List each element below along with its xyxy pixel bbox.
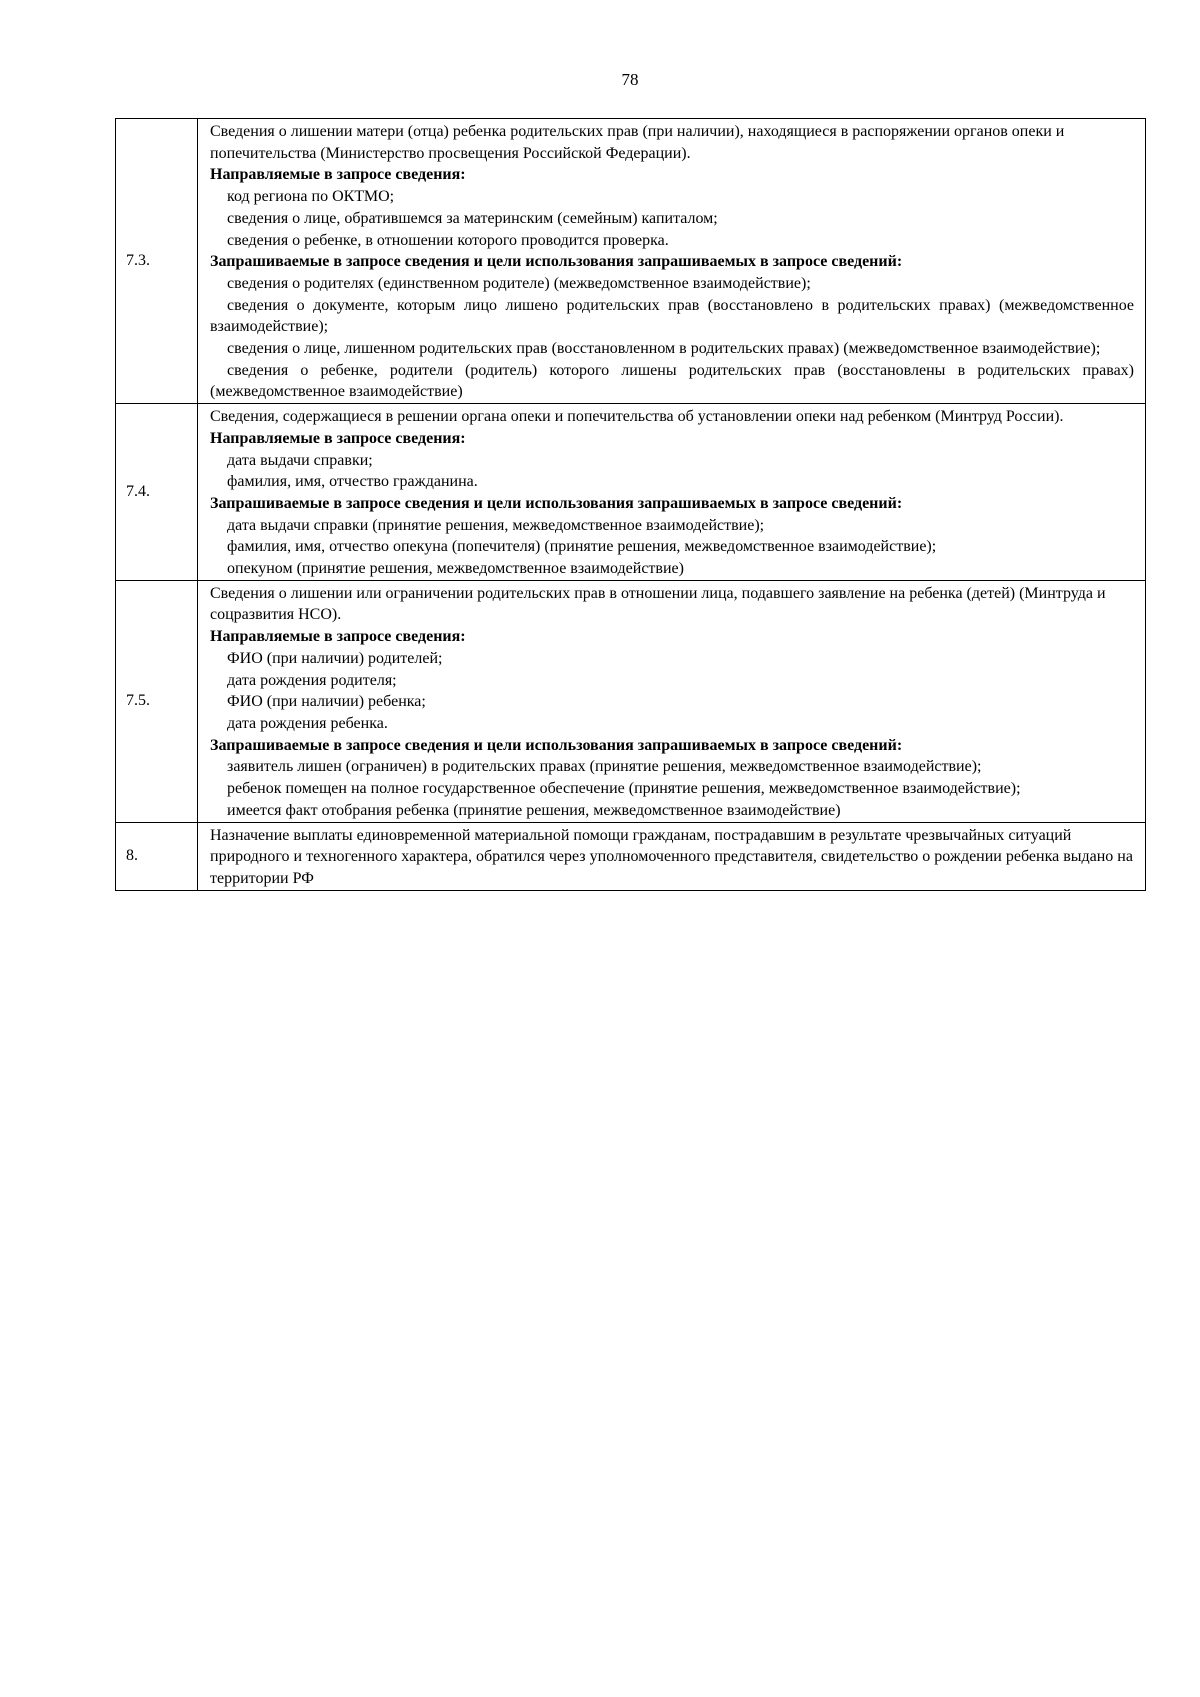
row-number: 7.3.: [116, 119, 198, 404]
table-row: [116, 580, 1146, 822]
requested-item: сведения о ребенке, родители (родитель) которого лишены родительских прав (восстановлены в родительских правах) (межведомственное взаимодействие): [210, 361, 1134, 401]
sent-item: дата рождения ребенка.: [227, 714, 388, 732]
sent-item: сведения о ребенке, в отношении которого проводится проверка.: [227, 231, 669, 249]
requested-item: заявитель лишен (ограничен) в родительских правах (принятие решения, межведомственное взаимодействие);: [227, 758, 982, 776]
requested-item: сведения о родителях (единственном родителе) (межведомственное взаимодействие);: [227, 274, 811, 292]
table-row: [116, 404, 1146, 581]
sent-item: дата рождения родителя;: [227, 671, 397, 689]
sent-item: фамилия, имя, отчество гражданина.: [227, 473, 478, 491]
sent-item: ФИО (при наличии) родителей;: [227, 649, 443, 667]
page-number: 78: [621, 70, 639, 89]
requested-heading: Запрашиваемые в запросе сведения и цели использования запрашиваемых в запросе сведений:: [210, 736, 903, 754]
row-intro: Сведения о лишении или ограничении родительских прав в отношении лица, подавшего заявление на ребенка (детей) (Минтруда и соцразвития НСО).: [210, 584, 1106, 624]
requested-heading: Запрашиваемые в запросе сведения и цели использования запрашиваемых в запросе сведений:: [210, 494, 903, 512]
sent-heading: Направляемые в запросе сведения:: [210, 429, 466, 447]
row-intro: Сведения, содержащиеся в решении органа опеки и попечительства об установлении опеки над ребенком (Минтруд России).: [210, 408, 1064, 426]
table-row: [116, 822, 1146, 890]
row-content: [198, 119, 1146, 404]
row-content: [198, 580, 1146, 822]
sent-item: код региона по ОКТМО;: [227, 188, 395, 206]
row-content: [198, 822, 1146, 890]
requested-item: сведения о лице, лишенном родительских прав (восстановленном в родительских правах) (межведомственное взаимодействие);: [227, 340, 1101, 358]
sent-heading: Направляемые в запросе сведения:: [210, 628, 466, 646]
sent-item: сведения о лице, обратившемся за материнским (семейным) капиталом;: [227, 209, 718, 227]
row-intro: Сведения о лишении матери (отца) ребенка родительских прав (при наличии), находящиеся в распоряжении органов опеки и попечительства (Министерство просвещения Российской Федерации).: [210, 123, 1065, 162]
sent-item: дата выдачи справки;: [227, 451, 373, 469]
row-number: 7.5.: [116, 580, 198, 822]
table-row: [116, 119, 1146, 404]
row-number: 8.: [116, 822, 198, 890]
requested-item: имеется факт отобрания ребенка (принятие решения, межведомственное взаимодействие): [227, 801, 841, 819]
row-intro: Назначение выплаты единовременной материальной помощи гражданам, пострадавшим в результате чрезвычайных ситуаций природного и техногенного характера, обратился через уполномоченного представителя, свидетельство о рождении ребенка выдано на территории РФ: [210, 826, 1133, 887]
requested-item: дата выдачи справки (принятие решения, межведомственное взаимодействие);: [227, 516, 765, 534]
row-content: [198, 404, 1146, 581]
sent-item: ФИО (при наличии) ребенка;: [227, 693, 426, 711]
sent-heading: Направляемые в запросе сведения:: [210, 166, 466, 184]
requested-item: сведения о документе, которым лицо лишено родительских прав (восстановлено в родительских правах) (межведомственное взаимодействие);: [210, 296, 1134, 336]
requested-heading: Запрашиваемые в запросе сведения и цели использования запрашиваемых в запросе сведений:: [210, 253, 903, 271]
requested-item: фамилия, имя, отчество опекуна (попечителя) (принятие решения, межведомственное взаимодействие);: [227, 538, 937, 556]
requested-item: ребенок помещен на полное государственное обеспечение (принятие решения, межведомственное взаимодействие);: [227, 780, 1021, 798]
requested-item: опекуном (принятие решения, межведомственное взаимодействие): [227, 560, 684, 578]
row-number: 7.4.: [116, 404, 198, 581]
document-table: [115, 118, 1146, 891]
